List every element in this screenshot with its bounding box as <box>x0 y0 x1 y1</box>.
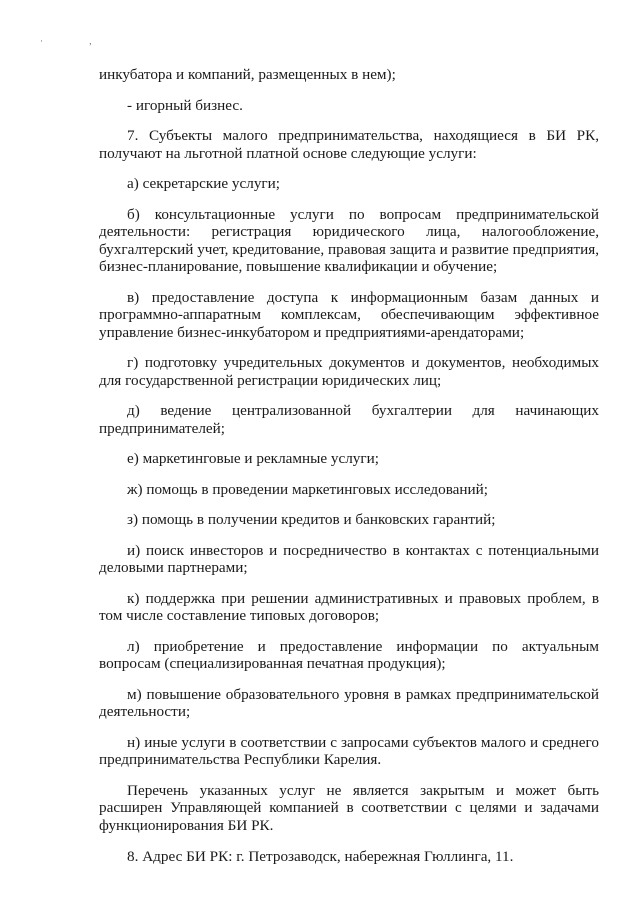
list-item-m: м) повышение образовательного уровня в рамках предпринимательской деятельности; <box>99 685 599 720</box>
list-item-a: а) секретарские услуги; <box>127 175 281 192</box>
paragraph-gambling: - игорный бизнес. <box>127 96 243 114</box>
list-item-l: л) приобретение и предоставление информации по актуальным вопросам (специализированная печатная продукция); <box>99 637 599 672</box>
list-item-zh: ж) помощь в проведении маркетинговых исследований; <box>127 480 489 498</box>
paragraph-section-8-address: 8. Адрес БИ РК: г. Петрозаводск, набережная Гюллинга, 11. <box>127 848 514 865</box>
document-body <box>99 66 599 879</box>
list-item-i: и) поиск инвесторов и посредничество в контактах с потенциальными деловыми партнерами; <box>99 541 599 576</box>
list-item-z: з) помощь в получении кредитов и банковских гарантий; <box>127 511 496 528</box>
list-item-g: г) подготовку учредительных документов и документов, необходимых для государственной регистрации юридических лиц; <box>99 354 599 389</box>
list-item-e: е) маркетинговые и рекламные услуги; <box>127 450 379 467</box>
paragraph-continuation: инкубатора и компаний, размещенных в нем); <box>99 66 396 83</box>
paragraph-section-7: 7. Субъекты малого предпринимательства, находящиеся в БИ РК, получают на льготной платной основе следующие услуги: <box>99 127 599 162</box>
list-item-d: д) ведение централизованной бухгалтерии для начинающих предпринимателей; <box>99 402 599 437</box>
paragraph-services-note: Перечень указанных услуг не является закрытым и может быть расширен Управляющей компанией в соответствии с целями и задачами функционирования БИ РК. <box>99 781 599 834</box>
list-item-n: н) иные услуги в соответствии с запросами субъектов малого и среднего предпринимательства Республики Карелия. <box>99 733 599 768</box>
scan-corner-mark: · , <box>40 36 114 46</box>
list-item-k: к) поддержка при решении административных и правовых проблем, в том числе составление типовых договоров; <box>99 589 599 624</box>
list-item-v: в) предоставление доступа к информационным базам данных и программно-аппаратным комплексам, обеспечивающим эффективное управление бизнес-инкубатором и предприятиями-арендаторами; <box>99 288 599 341</box>
list-item-b: б) консультационные услуги по вопросам предпринимательской деятельности: регистрация юридического лица, налогообложение, бухгалтерский учет, кредитование, правовая защита и развитие предприятия, бизнес-планирование, повышение квалификации и обучение; <box>99 205 599 275</box>
